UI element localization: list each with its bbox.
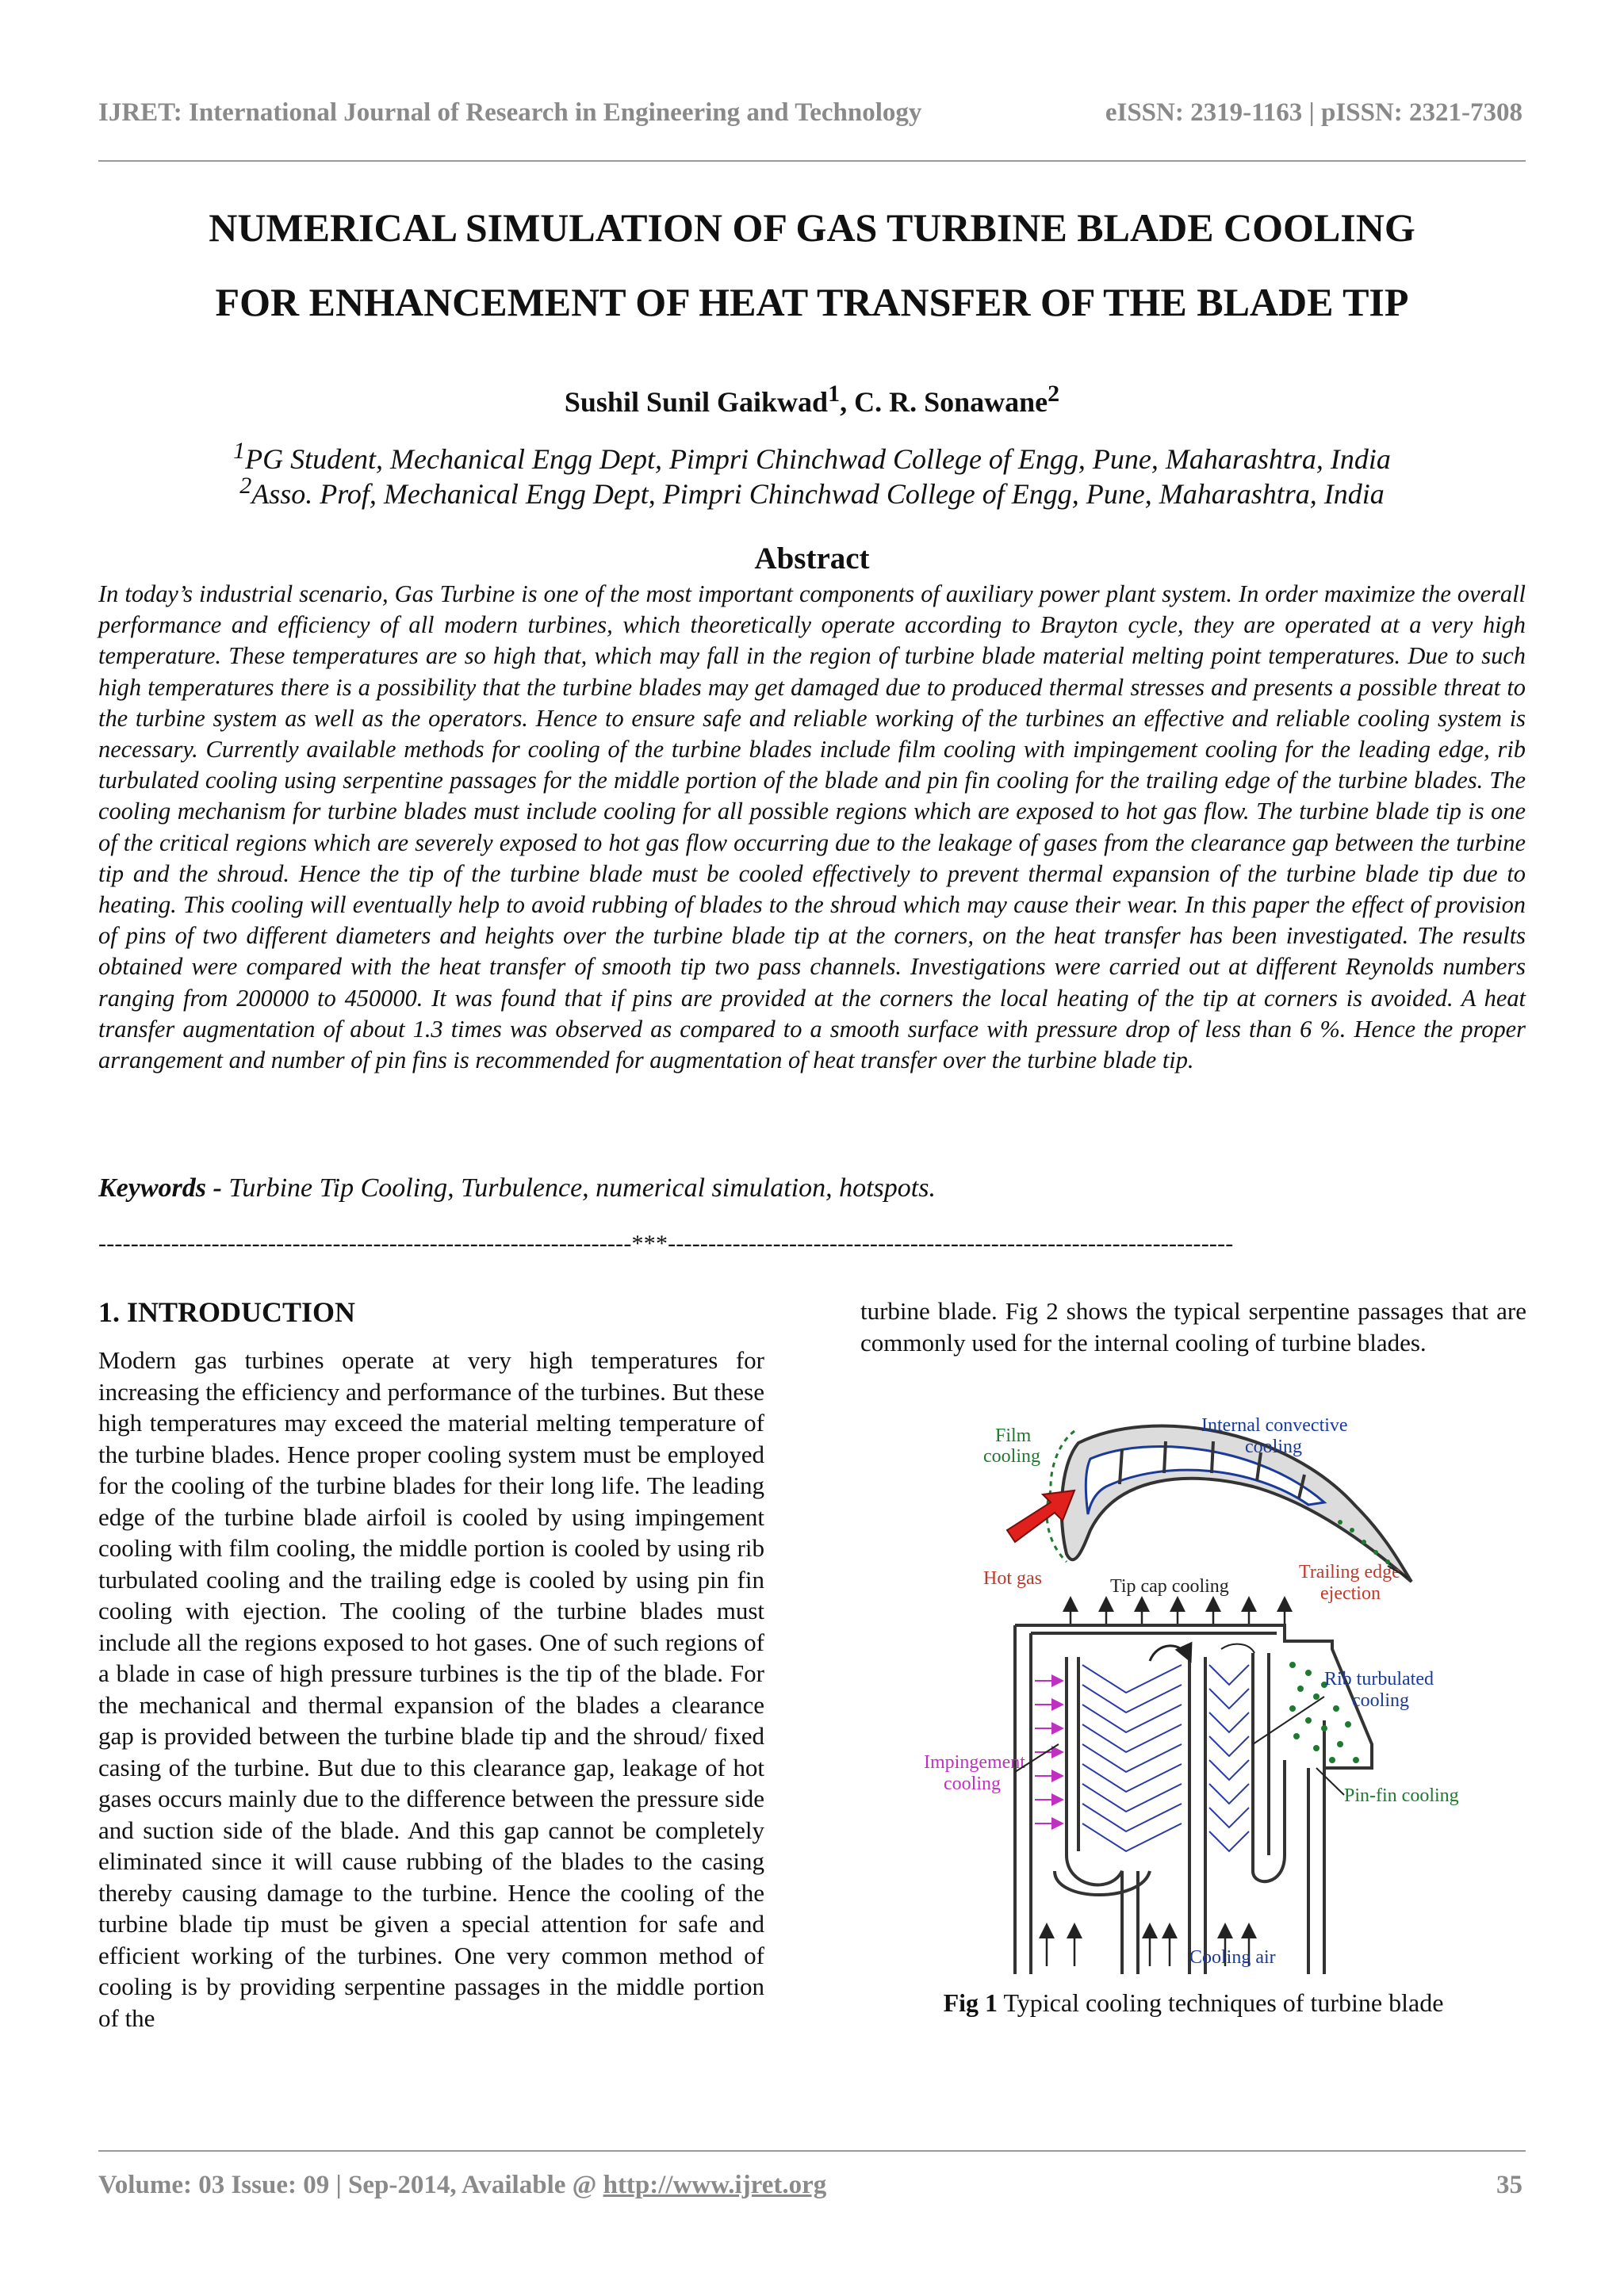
- tip-cap-arrows: [1071, 1600, 1285, 1625]
- author-2: C. R. Sonawane: [854, 386, 1048, 418]
- label-film-cooling-1: Film: [995, 1425, 1032, 1446]
- rib-chevrons: [1082, 1665, 1249, 1851]
- impingement-arrows: [1035, 1681, 1061, 1823]
- journal-name: IJRET: International Journal of Research in Engineering and Technology: [98, 98, 922, 127]
- keywords-text: Turbine Tip Cooling, Turbulence, numerical simulation, hotspots.: [228, 1173, 936, 1203]
- paper-title-line1: NUMERICAL SIMULATION OF GAS TURBINE BLADE COOLING: [209, 205, 1415, 250]
- footer-link[interactable]: http://www.ijret.org: [603, 2171, 827, 2199]
- affiliation-1-text: PG Student, Mechanical Engg Dept, Pimpri Chinchwad College of Engg, Pune, Maharashtra, India: [245, 443, 1391, 475]
- paper-title-line2: FOR ENHANCEMENT OF HEAT TRANSFER OF THE BLADE TIP: [215, 280, 1409, 324]
- label-tip-cap: Tip cap cooling: [1110, 1576, 1229, 1597]
- page-number: 35: [1496, 2171, 1522, 2199]
- section-heading-introduction: 1. INTRODUCTION: [98, 1296, 356, 1328]
- label-rib-1: Rib turbulated: [1324, 1669, 1434, 1689]
- footer-rule: [98, 2150, 1526, 2152]
- label-film-cooling-2: cooling: [983, 1446, 1040, 1467]
- affiliation-2-text: Asso. Prof, Mechanical Engg Dept, Pimpri Chinchwad College of Engg, Pune, Maharashtra, India: [251, 478, 1385, 510]
- figure-1-label: Fig 1: [943, 1988, 998, 2017]
- authors: [98, 381, 1526, 419]
- label-impingement-1: Impingement: [924, 1752, 1025, 1773]
- blade-cross-section: [1015, 1625, 1372, 1974]
- figure-turbine-cooling: [912, 1411, 1499, 1974]
- affiliation-2-sup: 2: [239, 473, 252, 499]
- label-internal-2: cooling: [1245, 1437, 1302, 1457]
- intro-right-column: turbine blade. Fig 2 shows the typical serpentine passages that are commonly used for the internal cooling of turbine blades.: [860, 1297, 1526, 1357]
- section-separator: ------------------------------------------------------------------***----------------------------------------------------------------------: [98, 1230, 1234, 1257]
- label-trailing-2: ejection: [1320, 1583, 1381, 1604]
- abstract-text: In today’s industrial scenario, Gas Turbine is one of the most important components of auxiliary power plant system. In order maximize the overall performance and efficiency of all modern turbines, which theoretically operate according to Brayton cycle, they are operated at a very high temperature. These temperatures are so high that, which may fall in the region of turbine blade material melting point temperatures. Due to such high temperatures there is a possibility that the turbine blades may get damaged due to produced thermal stresses and presents a possible threat to the turbine system as well as the operators. Hence to ensure safe and reliable working of the turbines an effective and reliable cooling system is necessary. Currently available methods for cooling of the turbine blades include film cooling with impingement cooling for the leading edge, rib turbulated cooling using serpentine passages for the middle portion of the blade and pin fin cooling for the trailing edge of the turbine blades. The cooling mechanism for turbine blades must include cooling for all possible regions which are exposed to hot gas flow. The turbine blade tip is one of the critical regions which are severely exposed to hot gas flow occurring due to the leakage of gases from the clearance gap between the turbine tip and the shroud. Hence the tip of the turbine blade must be cooled effectively to prevent thermal expansion of the turbine blade tip due to heating. This cooling will eventually help to avoid rubbing of blades to the shroud which may cause their wear. In this paper the effect of provision of pins of two different diameters and heights over the turbine blade tip at the corners, on the heat transfer has been investigated. The results obtained were compared with the heat transfer of smooth tip two pass channels. Investigations were carried out at different Reynolds numbers ranging from 200000 to 450000. It was found that if pins are provided at the corners the local heating of the tip at corners is avoided. A heat transfer augmentation of about 1.3 times was observed as compared to a smooth surface with pressure drop of less than 6 %. Hence the proper arrangement and number of pin fins is recommended for augmentation of heat transfer over the turbine blade tip.: [98, 580, 1526, 1074]
- footer-volume-text: Volume: 03 Issue: 09 | Sep-2014, Available @: [98, 2171, 603, 2199]
- airfoil-section: [1047, 1425, 1411, 1582]
- keywords-label: Keywords -: [98, 1173, 229, 1203]
- label-internal-1: Internal convective: [1201, 1415, 1348, 1436]
- affiliation-2: [98, 473, 1526, 511]
- author-2-sup: 2: [1048, 381, 1060, 407]
- label-hot-gas: Hot gas: [983, 1568, 1042, 1589]
- author-1: Sushil Sunil Gaikwad: [564, 386, 829, 418]
- author-1-sup: 1: [828, 381, 841, 407]
- label-rib-2: cooling: [1352, 1690, 1409, 1711]
- issn: eISSN: 2319-1163 | pISSN: 2321-7308: [1105, 98, 1522, 127]
- author-separator: ,: [840, 386, 855, 418]
- header-rule: [98, 160, 1526, 162]
- affiliation-1-sup: 1: [233, 438, 246, 464]
- label-trailing-1: Trailing edge: [1299, 1562, 1400, 1582]
- affiliation-1: [98, 438, 1526, 476]
- figure-1-caption: [860, 1988, 1526, 2018]
- label-impingement-2: cooling: [944, 1774, 1001, 1794]
- intro-left-column: Modern gas turbines operate at very high temperatures for increasing the efficiency and performance of the turbines. But these high temperatures may exceed the material melting temperature of the turbine blades. Hence proper cooling system must be employed for the cooling of the turbine blades for their long life. The leading edge of the turbine blade airfoil is cooled by using impingement cooling with film cooling, the middle portion is cooled by using rib turbulated cooling and the trailing edge is cooled by using pin fin cooling with ejection. The cooling of the turbine blades must include all the regions exposed to hot gases. One of such regions of a blade in case of high pressure turbines is the tip of the blade. For the mechanical and thermal expansion of the blades a clearance gap is provided between the turbine blade tip and the shroud/ fixed casing of the turbine. But due to this clearance gap, leakage of hot gases occurs mainly due to the difference between the pressure side and suction side of the blade. And this gap cannot be completely eliminated since it will cause rubbing of the blades to the casing thereby causing damage to the turbine. Hence the cooling of the turbine blade tip must be given a special attention for safe and efficient working of the turbines. One very common method of cooling is by providing serpentine passages in the middle portion of the: [98, 1346, 764, 2032]
- abstract-heading: Abstract: [754, 541, 870, 576]
- label-pin-fin: Pin-fin cooling: [1344, 1785, 1459, 1806]
- keywords: [98, 1173, 936, 1203]
- figure-1-caption-text: Typical cooling techniques of turbine blade: [998, 1988, 1444, 2017]
- label-cooling-air: Cooling air: [1189, 1947, 1276, 1968]
- footer-volume: [98, 2171, 826, 2200]
